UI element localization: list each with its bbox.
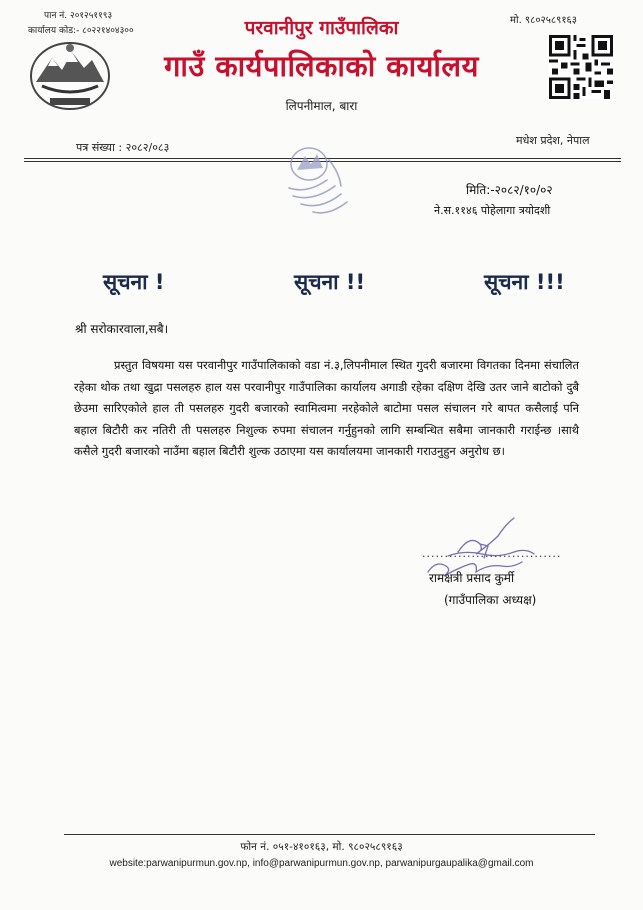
footer-divider [64,834,595,835]
province: मधेश प्रदेश, नेपाल [516,134,590,147]
qr-code-icon [549,35,613,99]
municipality-name: परवानीपुर गाउँपालिका [244,17,399,39]
footer-website: website:parwanipurmun.gov.np, info@parwanipurmun.gov.np, parwanipurgaupalika@gmail.com [109,858,534,869]
salutation: श्री सरोकारवाला,सबै। [75,322,169,336]
signatory-name: रामक्षत्री प्रसाद कुर्मी [429,571,515,585]
nepal-sambat-date: ने.स.११४६ पोहेलागा त्रयोदशी [434,204,551,217]
notice-body: प्रस्तुत विषयमा यस परवानीपुर गाउँपालिकाको वडा नं.३,लिपनीमाल स्थित गुदरी बजारमा विगतका दिनमा संचालित रहेका थोक तथा खुद्रा पसलहरु हाल यस परवानीपुर गाउँपालिका कार्यालय अगाडी रहेका दक्षिण देखि उतर जाने बाटोको दुबै छेउमा सारिएकोले हाल ती पसलहरु गुदरी बजारको स्वामित्वमा नरहेकोले बाटोमा पसल संचालन गरे बापत कसैलाई पनि बहाल बिटौरी कर नतिरी ती पसलहरु निशुल्क रुपमा संचालन गर्नुहुनको लागि सम्बन्धित सबैमा जानकारी गराईन्छ ।साथै कसैले गुदरी बजारको नाउँमा बहाल बिटौरी शुल्क उठाएमा यस कार्यालयमा जानकारी गराउनुहुन अनुरोध छ। [74,358,579,459]
office-code: कार्यालय कोड:- ८०२२१४०४३०० [28,26,134,36]
footer-phone: फोन नं. ०५१-४१०१६३, मो. ९८०२५८९१६३ [240,841,403,853]
notice-heading-3: सूचना !!! [484,270,565,294]
pan-number: पान नं. २०१२५११९३ [44,11,113,21]
office-address: लिपनीमाल, बारा [285,99,358,113]
signature-line: ............................... [422,547,562,560]
office-seal-stamp [283,142,357,220]
mobile-number: मो. ९८०२५८९१६३ [510,15,577,26]
letter-date: मिति:-२०८२/१०/०२ [466,183,553,197]
notice-heading-1: सूचना ! [103,270,165,294]
signatory-title: (गाउँपालिका अध्यक्ष) [444,593,537,607]
reference-number: पत्र संख्या : २०८२/०८३ [76,141,170,154]
notice-heading-2: सूचना !! [294,270,366,294]
office-title: गाउँ कार्यपालिकाको कार्यालय [164,49,479,83]
